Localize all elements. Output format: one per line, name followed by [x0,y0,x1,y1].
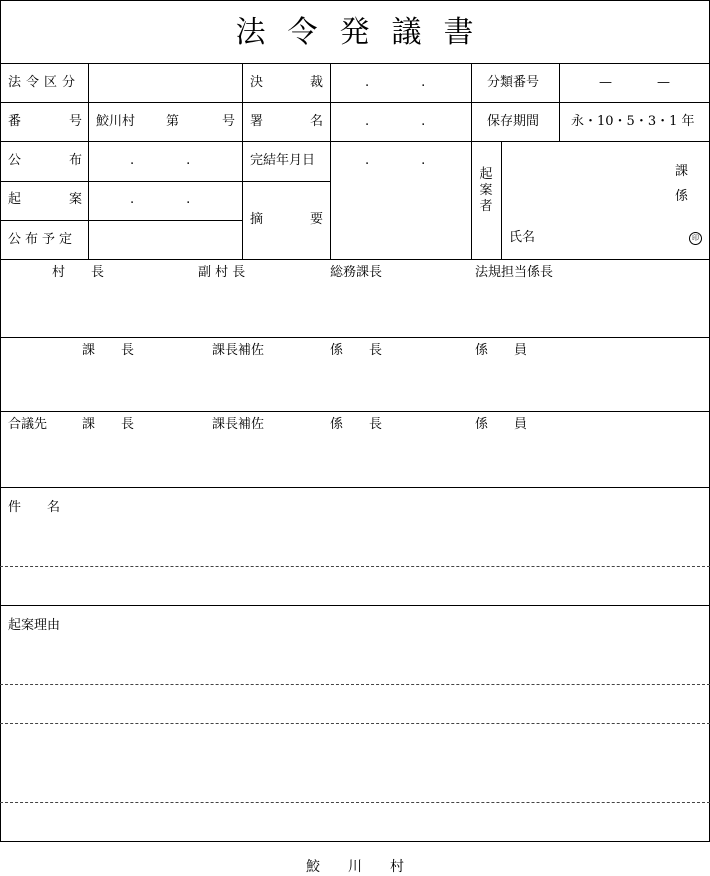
approval-legal-chief: 法規担当係長 [475,265,554,280]
drafter-label-char: 者 [479,199,493,214]
number-dai: 第 [166,114,180,129]
planned-promulgation-label: 公布予定 [8,232,77,247]
number-label-text: 番号 [8,114,82,129]
signature-label-text: 署名 [250,114,323,129]
promulgation-label-text: 公布 [8,153,82,168]
number-go: 号 [222,114,236,129]
drafter-label [478,167,494,215]
approval-assistant-chief: 課長補佐 [212,343,265,358]
drafter-label-char: 案 [479,183,493,198]
signature-date-field[interactable]: . . [365,114,426,129]
consult-section-chief: 課 長 [82,417,135,432]
subject-label: 件 名 [8,500,61,515]
reason-line-2[interactable] [0,723,710,724]
drafter-name-label: 氏名 [509,230,536,245]
summary-label [250,212,323,228]
summary-label-text: 摘要 [250,212,323,227]
form-title: 法令発議書 [235,15,496,50]
consult-subsection-chief: 係 長 [330,417,383,432]
number-prefix: 鮫川村 [96,114,136,129]
retention-label: 保存期間 [487,114,540,129]
reason-line-1[interactable] [0,684,710,685]
approval-general-affairs-chief: 総務課長 [330,265,383,280]
reason-label: 起案理由 [8,618,61,633]
consult-assistant-chief: 課長補佐 [212,417,265,432]
number-label [8,114,82,130]
draft-label [8,192,82,208]
draft-label-text: 起案 [8,192,82,207]
approval-staff: 係 員 [475,343,528,358]
drafter-section-label: 課 [675,164,689,179]
promulgation-date-field[interactable]: . . [130,153,191,168]
drafter-label-char: 起 [479,167,493,182]
decision-date-field[interactable]: . . [365,75,426,90]
decision-label [250,75,323,91]
approval-subsection-chief: 係 長 [330,343,383,358]
drafter-subsection-label: 係 [675,189,689,204]
retention-value: 永・10・5・3・1 年 [571,114,695,129]
reason-line-3[interactable] [0,802,710,803]
approval-vice-mayor: 副 村 長 [198,265,246,280]
law-category-label: 法令区分 [8,75,81,90]
signature-label [250,114,323,130]
promulgation-label [8,153,82,169]
subject-line-1[interactable] [0,566,710,567]
seal-icon: 印 [689,232,702,245]
classification-no-value: — — [599,75,687,90]
footer-village-name: 鮫 川 村 [306,859,404,875]
decision-label-text: 決裁 [250,75,323,90]
approval-section-chief: 課 長 [82,343,135,358]
completion-date-field[interactable]: . . [365,153,426,168]
drafter-label-text [478,167,494,215]
classification-no-label: 分類番号 [487,75,540,90]
consultation-label: 合議先 [8,417,48,432]
completion-date-label: 完結年月日 [250,153,316,168]
approval-mayor: 村 長 [52,265,105,280]
consult-staff: 係 員 [475,417,528,432]
draft-date-field[interactable]: . . [130,192,191,207]
